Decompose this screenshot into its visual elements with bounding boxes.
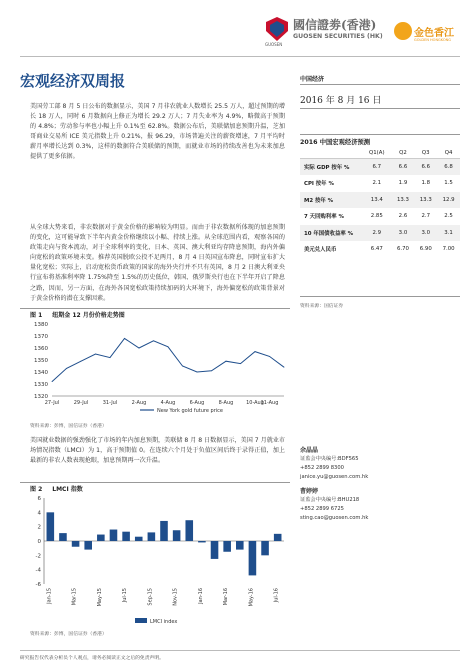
- x-tick-label: Jan-15: [46, 588, 53, 604]
- y-tick-label: 1380: [34, 322, 48, 328]
- table-cell: 2.6: [398, 213, 408, 220]
- analyst-email[interactable]: sting.cao@guosen.com.hk: [300, 515, 369, 521]
- bar: [173, 530, 181, 541]
- column-header: [300, 148, 362, 159]
- data-point: [153, 340, 154, 341]
- forecast-table-source: 资料来源：国信证券: [300, 304, 344, 309]
- table-cell: 2.7: [421, 213, 431, 220]
- data-point: [52, 381, 53, 382]
- bar: [249, 541, 257, 575]
- paragraph-1: 美国劳工部 8 月 5 日公布的数据显示，美国 7 月非农就业人数增长 25.5 万人，超过预期的增长 18 万人，同时 6 月数据向上修正为增长 29.2 万人；7 月失业率为 4.9%，略微高于预期的 4.8%；劳动参与率也小幅上升 0.1%至 62.8%。数据公布后，美联储加息预期升温，芝加哥商业交易所 ICE 美元指数上升 0.21%，报 96.29，市场普遍关注的薪资增速，7 月平均时薪月率增长达到 0.3%，这样的数据符合美联储的预期，而就业市场的持续改善也为未来加息提供了更多依据。: [30, 103, 285, 161]
- y-tick-label: -2: [35, 553, 41, 560]
- gold-price-line-chart: [22, 318, 292, 418]
- figure-1-label: 图 1 纽期金 12 月份价格走势图: [30, 312, 125, 319]
- analyst-phone: +852 2899 8300: [300, 465, 344, 471]
- forecast-table-title: 2016 中国宏观经济预测: [300, 139, 371, 146]
- bar: [47, 512, 55, 541]
- row-label: 7 天回购利率 %: [304, 214, 344, 221]
- divider: [300, 84, 460, 85]
- footer-divider: [20, 650, 460, 651]
- figure-1-source: 资料来源：彭博，国信证券（香港）: [30, 424, 107, 429]
- data-point: [197, 372, 198, 373]
- logo-abbrev: GUOSEN: [265, 42, 283, 47]
- y-tick-label: 2: [37, 524, 41, 531]
- data-point: [226, 361, 227, 362]
- y-tick-label: 0: [37, 539, 41, 545]
- bar: [72, 541, 80, 547]
- row-label: 10 年国债收益率 %: [300, 225, 362, 242]
- row-label: 美元兑人民币: [304, 247, 337, 254]
- x-tick-label: Sep-15: [147, 588, 154, 606]
- analyst-contact: [300, 487, 368, 523]
- table-header-row: [300, 148, 460, 159]
- x-tick-label: Mar-15: [71, 588, 78, 606]
- data-point: [168, 346, 169, 347]
- data-point: [95, 354, 96, 355]
- company-name-cn: 國信證劵(香港): [293, 18, 377, 32]
- table-cell: 2.1: [372, 180, 382, 187]
- data-point: [255, 351, 256, 352]
- table-cell: 3.1: [437, 225, 460, 242]
- sun-icon: [394, 22, 412, 40]
- lmci-bar-chart: [22, 492, 292, 628]
- x-tick-label: May-15: [96, 588, 103, 607]
- bar: [185, 520, 193, 541]
- table-cell: 13.3: [392, 192, 415, 209]
- bar: [122, 532, 130, 541]
- page-title: 宏观经济双周报: [20, 72, 126, 90]
- column-header: Q3: [414, 148, 437, 159]
- report-date: 2016 年 8 月 16 日: [300, 96, 382, 106]
- legend-label: LMCI index: [150, 619, 178, 625]
- divider: [300, 134, 460, 135]
- forecast-table: [300, 148, 460, 258]
- x-tick-label: 4-Aug: [160, 400, 176, 406]
- table-row: [300, 208, 460, 225]
- bar: [84, 541, 92, 550]
- data-point: [66, 368, 67, 369]
- analyst-contact: [300, 446, 368, 482]
- analyst-license: 证监会中央编号:BDF565: [300, 456, 359, 462]
- analyst-name: 曹婷婷: [300, 488, 319, 495]
- row-label: 实际 GDP 按年 %: [300, 159, 362, 176]
- analyst-name: 余晶晶: [300, 447, 319, 454]
- table-row: [300, 241, 460, 258]
- table-cell: 6.47: [370, 246, 383, 253]
- analyst-phone: +852 2899 6725: [300, 506, 344, 512]
- y-tick-label: 4: [37, 510, 41, 517]
- data-point: [240, 363, 241, 364]
- guosen-logo-icon: [265, 16, 289, 42]
- paragraph-3: 美国就业数据的强劲强化了市场的年内加息预期，美联储 8 月 8 日数据显示，美国 7 月就业市场情况指数（LMCI）为 1，高于预期值 0。在连续六个月处于负值区间后终于录得正值，加上最新的非农人数表现抢眼，加息预期再一次升温。: [30, 437, 285, 465]
- table-cell: 6.90: [419, 246, 432, 253]
- company-name-en: GUOSEN SECURITIES (HK): [293, 33, 383, 40]
- bar: [59, 533, 67, 541]
- partner-name-cn: 金色香江: [414, 28, 454, 39]
- divider: [20, 482, 290, 483]
- bar: [160, 521, 168, 541]
- x-tick-label: 10-Aug: [246, 400, 264, 406]
- x-tick-label: Jul-15: [122, 588, 129, 603]
- table-cell: 12.9: [437, 192, 460, 209]
- header-divider: [20, 56, 460, 57]
- partner-name-en: GOLDEN HONGKONG: [414, 38, 451, 42]
- figure-2-label: 图 2 LMCI 指数: [30, 486, 83, 493]
- y-tick-label: 1370: [34, 334, 48, 340]
- x-tick-label: Jan-16: [197, 588, 204, 604]
- y-tick-label: 1340: [34, 370, 48, 376]
- table-cell: 1.9: [398, 180, 408, 187]
- legend-swatch: [135, 618, 147, 623]
- x-tick-label: 27-Jul: [44, 400, 60, 406]
- data-point: [110, 357, 111, 358]
- x-tick-label: 11-Aug: [260, 400, 279, 406]
- data-point: [182, 366, 183, 367]
- data-point: [284, 367, 285, 368]
- x-tick-label: May-16: [248, 588, 255, 607]
- table-cell: 6.7: [362, 159, 392, 176]
- partner-logo: [394, 22, 464, 50]
- y-tick-label: 1330: [34, 382, 48, 388]
- divider: [300, 108, 460, 109]
- table-cell: 6.70: [396, 246, 409, 253]
- disclaimer-footer: 研究报告仅代表分析员个人观点，请务必阅读正文之后的免责声明。: [20, 656, 164, 661]
- table-cell: 2.5: [444, 213, 453, 220]
- bar: [97, 535, 105, 541]
- series-line: [52, 338, 284, 381]
- x-tick-label: 2-Aug: [131, 400, 147, 406]
- paragraph-2: 从全球大势来看，非农数据对于黄金价格的影响较为明显。而由于非农数据所体现的加息预期的变化，这可能导致下半年内黄金价格继续以小幅、持续上涨。从全球范围内看，观察各国的政策走向与资本流动，对于全球利率的变化，日本、英国、澳大利亚均存降息预期，海内外偏向宽松的政策环境未变。推荐英国脱欧公投不足两月，8 月 4 日英国宣布降息，同时宣布扩大量化宽松；实际上，启动宽松货币政策的国家的海外央行并不只有英国，8 月 2 日澳大利亚央行宣布将基准利率降 1.75%降至 1.5%的历史低位，韩国、俄罗斯央行也在下半年开启了降息之路，因而，另一方面，在海外各国宽松政策持续加码的大环境下，海外偏宽松的政策背景对于黄金价格的潜在支撑因素。: [30, 224, 285, 302]
- data-point: [139, 348, 140, 349]
- bar: [261, 541, 269, 555]
- legend-label: New York gold future price: [157, 408, 223, 414]
- table-row: [300, 225, 460, 242]
- x-tick-label: 8-Aug: [218, 400, 234, 406]
- column-header: Q2: [392, 148, 415, 159]
- table-row: [300, 192, 460, 209]
- table-cell: 3.0: [414, 225, 437, 242]
- figure-1-caption: 纽期金 12 月份价格走势图: [52, 312, 125, 319]
- bar: [110, 530, 118, 541]
- table-cell: 6.6: [414, 159, 437, 176]
- analyst-email[interactable]: janice.yu@guosen.com.hk: [300, 474, 369, 480]
- bar: [135, 537, 143, 541]
- row-label: CPI 按年 %: [304, 181, 334, 188]
- analyst-license: 证监会中央编号:BHU218: [300, 497, 360, 503]
- bar: [148, 532, 156, 541]
- y-tick-label: 1320: [34, 394, 48, 400]
- section-tag: 中国经济: [300, 76, 325, 83]
- bar: [198, 541, 206, 542]
- table-cell: 3.0: [392, 225, 415, 242]
- data-point: [269, 356, 270, 357]
- data-point: [211, 370, 212, 371]
- y-tick-label: 1350: [34, 358, 48, 364]
- figure-2-caption: LMCI 指数: [52, 486, 83, 493]
- y-tick-label: -4: [35, 567, 41, 574]
- table-cell: 1.5: [444, 180, 453, 187]
- company-logo: [265, 14, 385, 50]
- table-cell: 6.8: [437, 159, 460, 176]
- table-cell: 2.85: [370, 213, 383, 220]
- y-tick-label: 1360: [34, 346, 48, 352]
- data-point: [81, 361, 82, 362]
- column-header: Q4: [437, 148, 460, 159]
- column-header: Q1(A): [362, 148, 392, 159]
- bar: [223, 541, 231, 552]
- table-cell: 6.6: [392, 159, 415, 176]
- figure-2-source: 资料来源：彭博，国信证券（香港）: [30, 632, 107, 637]
- table-cell: 7.00: [442, 246, 455, 253]
- y-tick-label: 6: [37, 496, 41, 502]
- y-tick-label: -6: [35, 582, 41, 588]
- row-label: M2 按年 %: [300, 192, 362, 209]
- divider: [20, 308, 290, 309]
- table-cell: 13.3: [414, 192, 437, 209]
- table-row: [300, 175, 460, 192]
- x-tick-label: Nov-15: [172, 588, 179, 606]
- table-row: [300, 159, 460, 176]
- divider: [300, 296, 460, 297]
- table-cell: 13.4: [362, 192, 392, 209]
- x-tick-label: Jul-16: [273, 588, 280, 603]
- data-point: [124, 338, 125, 339]
- bar: [274, 534, 282, 541]
- x-tick-label: 6-Aug: [189, 400, 205, 406]
- table-cell: 1.8: [421, 180, 431, 187]
- x-tick-label: 29-Jul: [73, 400, 89, 406]
- bar: [211, 541, 219, 559]
- bar: [236, 541, 244, 550]
- table-cell: 2.9: [362, 225, 392, 242]
- x-tick-label: Mar-16: [223, 588, 230, 606]
- x-tick-label: 31-Jul: [102, 400, 118, 406]
